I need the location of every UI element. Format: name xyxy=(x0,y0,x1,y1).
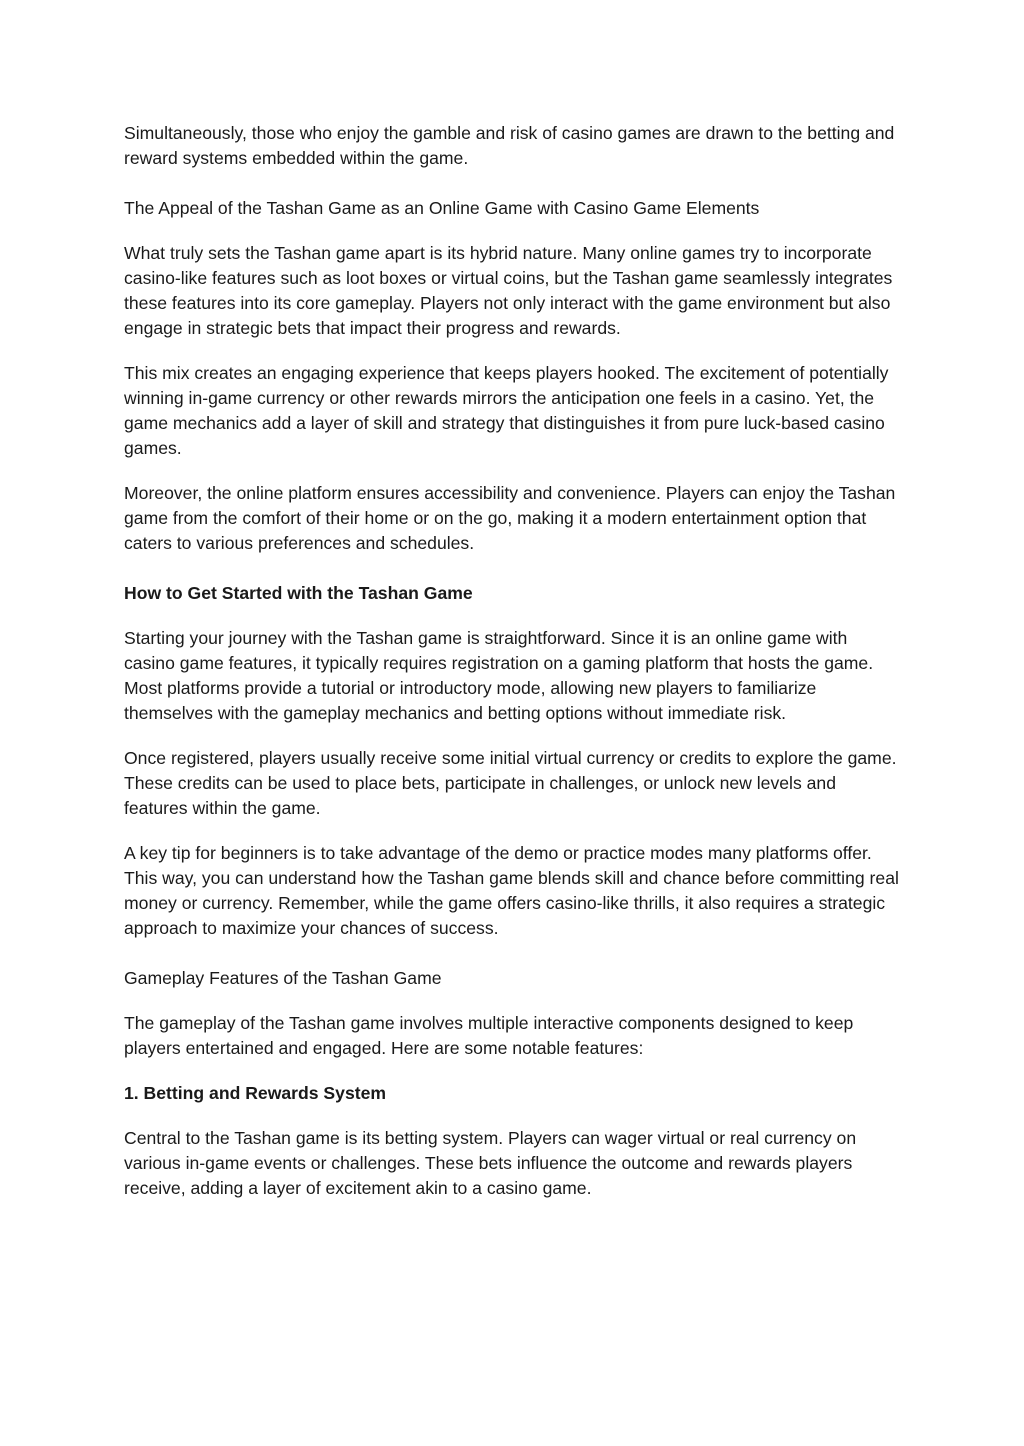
paragraph-gameplay-intro: The gameplay of the Tashan game involves multiple interactive components designed to keep players entertained and engaged. Here are some notable features: xyxy=(124,1013,854,1058)
paragraph-registration: Starting your journey with the Tashan game is straightforward. Since it is an online game with casino game features, it typically requires registration on a gaming platform that hosts the game. Most platforms provide a tutorial or introductory mode, allowing new players to familiarize themselves with the gameplay mechanics and betting options without immediate risk. xyxy=(124,628,874,723)
subheading-betting-rewards: 1. Betting and Rewards System xyxy=(124,1083,387,1103)
paragraph-betting-system: Central to the Tashan game is its betting system. Players can wager virtual or real currency on various in-game events or challenges. These bets influence the outcome and rewards players receive, adding a layer of excitement akin to a casino game. xyxy=(124,1128,857,1198)
paragraph-beginner-tip: A key tip for beginners is to take advantage of the demo or practice modes many platforms offer. This way, you can understand how the Tashan game blends skill and chance before committing real money or currency. Remember, while the game offers casino-like thrills, it also requires a strategic approach to maximize your chances of success. xyxy=(124,843,899,938)
section-heading-appeal: The Appeal of the Tashan Game as an Online Game with Casino Game Elements xyxy=(124,198,760,218)
paragraph-hybrid-nature: What truly sets the Tashan game apart is its hybrid nature. Many online games try to incorporate casino-like features such as loot boxes or virtual coins, but the Tashan game seamlessly integrates these features into its core gameplay. Players not only interact with the game environment but also engage in strategic bets that impact their progress and rewards. xyxy=(124,243,893,338)
paragraph-initial-credits: Once registered, players usually receive some initial virtual currency or credits to explore the game. These credits can be used to place bets, participate in challenges, or unlock new levels and features within the game. xyxy=(124,748,897,818)
section-heading-get-started: How to Get Started with the Tashan Game xyxy=(124,583,473,603)
section-heading-gameplay-features: Gameplay Features of the Tashan Game xyxy=(124,968,442,988)
paragraph-engaging-mix: This mix creates an engaging experience that keeps players hooked. The excitement of potentially winning in-game currency or other rewards mirrors the anticipation one feels in a casino. Yet, the game mechanics add a layer of skill and strategy that distinguishes it from pure luck-based casino games. xyxy=(124,363,889,458)
document-body xyxy=(124,121,899,1221)
paragraph-accessibility: Moreover, the online platform ensures accessibility and convenience. Players can enjoy the Tashan game from the comfort of their home or on the go, making it a modern entertainment option that caters to various preferences and schedules. xyxy=(124,483,896,553)
paragraph-intro: Simultaneously, those who enjoy the gamble and risk of casino games are drawn to the betting and reward systems embedded within the game. xyxy=(124,123,895,168)
